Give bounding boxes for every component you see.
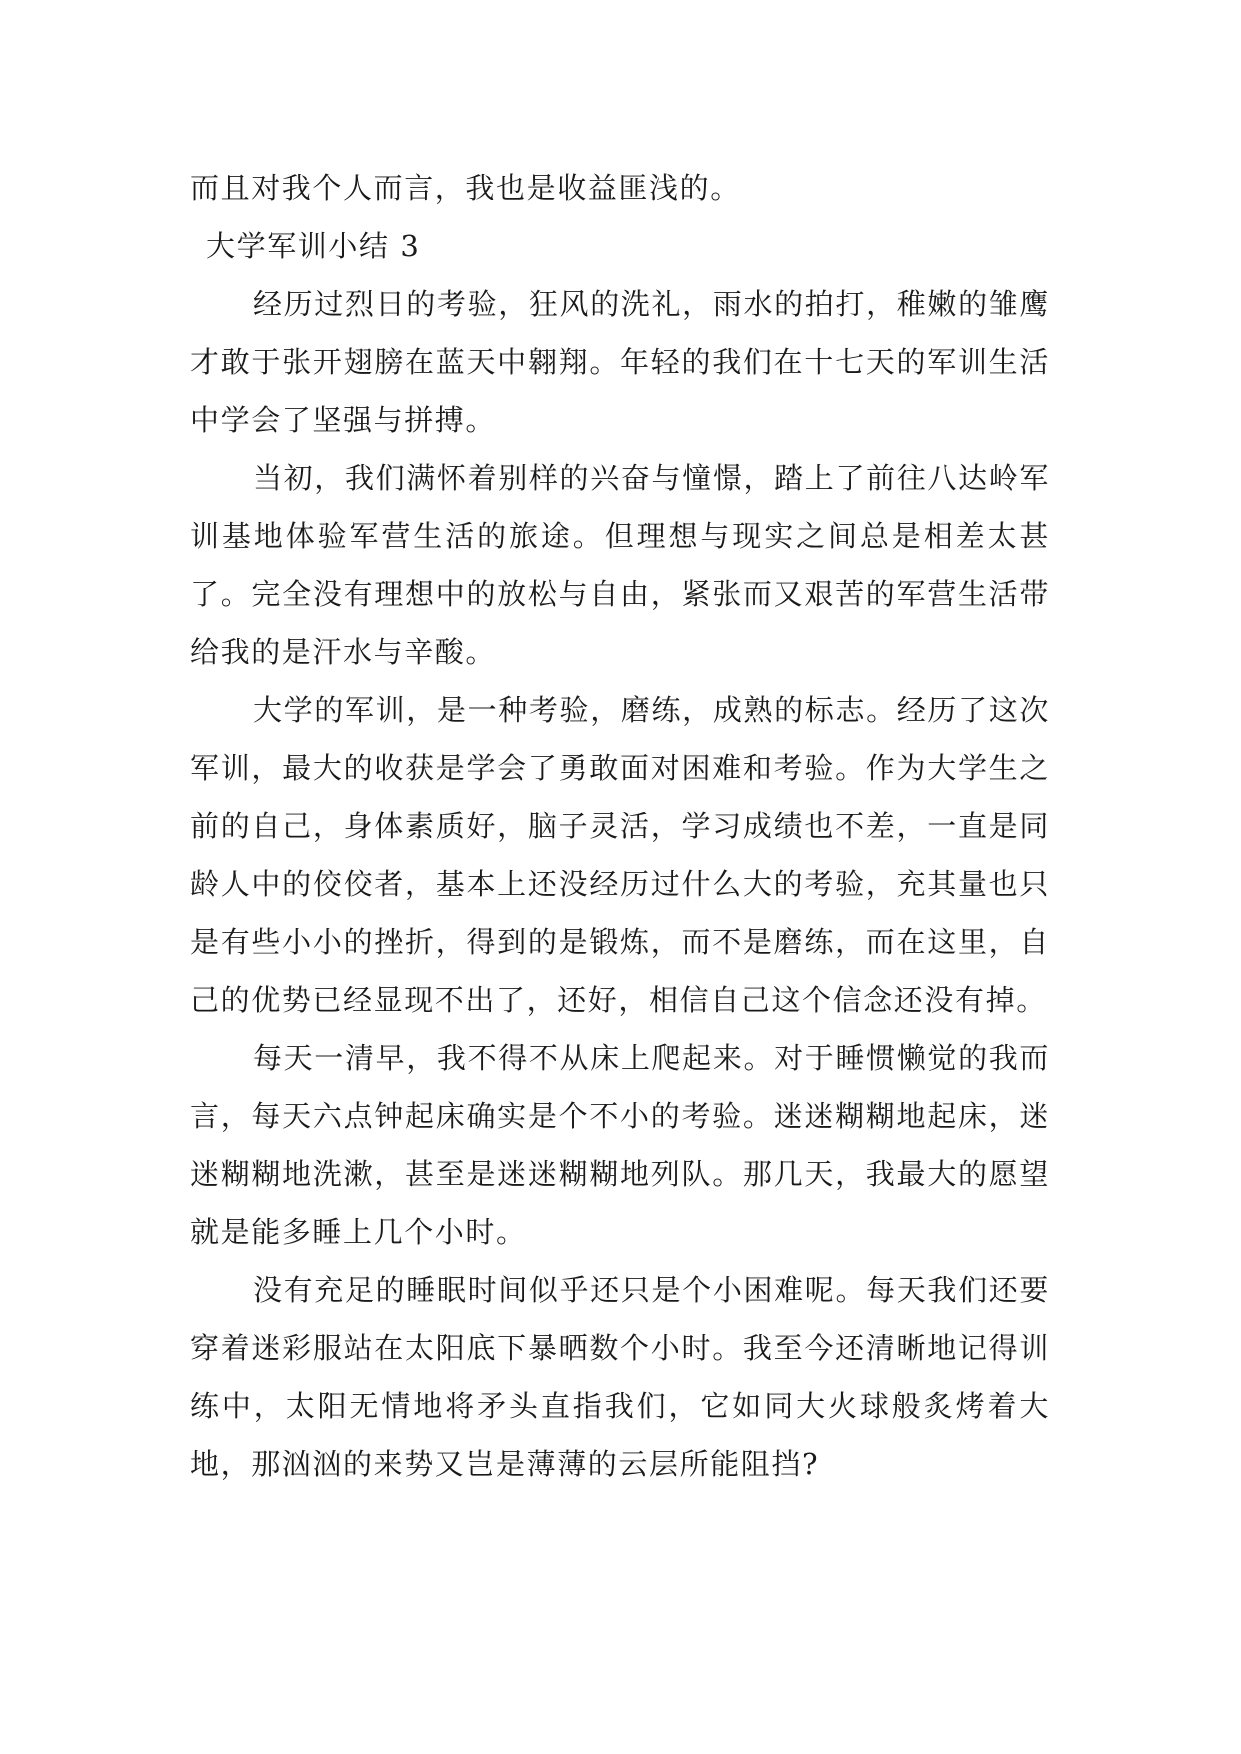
paragraph: 没有充足的睡眠时间似乎还只是个小困难呢。每天我们还要穿着迷彩服站在太阳底下暴晒数个小时。我至今还清晰地记得训练中，太阳无情地将矛头直指我们，它如同大火球般炙烤着大地，那汹汹的来势又岂是薄薄的云层所能阻挡? <box>190 1273 1050 1481</box>
section-title: 大学军训小结 3 <box>206 229 421 263</box>
continuation-line: 而且对我个人而言，我也是收益匪浅的。 <box>190 171 741 205</box>
paragraph: 大学的军训，是一种考验，磨练，成熟的标志。经历了这次军训，最大的收获是学会了勇敢面对困难和考验。作为大学生之前的自己，身体素质好，脑子灵活，学习成绩也不差，一直是同龄人中的佼佼者，基本上还没经历过什么大的考验，充其量也只是有些小小的挫折，得到的是锻炼，而不是磨练，而在这里，自己的优势已经显现不出了，还好，相信自己这个信念还没有掉。 <box>190 693 1050 1017</box>
paragraph: 当初，我们满怀着别样的兴奋与憧憬，踏上了前往八达岭军训基地体验军营生活的旅途。但理想与现实之间总是相差太甚了。完全没有理想中的放松与自由，紧张而又艰苦的军营生活带给我的是汗水与辛酸。 <box>190 461 1050 669</box>
document-body <box>190 159 1050 1493</box>
paragraph: 经历过烈日的考验，狂风的洗礼，雨水的拍打，稚嫩的雏鹰才敢于张开翅膀在蓝天中翱翔。年轻的我们在十七天的军训生活中学会了坚强与拼搏。 <box>190 287 1050 437</box>
paragraph: 每天一清早，我不得不从床上爬起来。对于睡惯懒觉的我而言，每天六点钟起床确实是个不小的考验。迷迷糊糊地起床，迷迷糊糊地洗漱，甚至是迷迷糊糊地列队。那几天，我最大的愿望就是能多睡上几个小时。 <box>190 1041 1050 1249</box>
